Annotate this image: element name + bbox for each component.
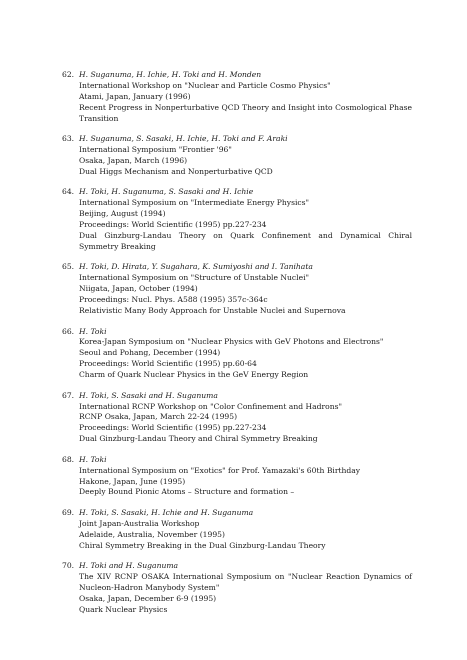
entry-number: 62. xyxy=(62,70,75,79)
entry-authors: H. Toki xyxy=(79,326,107,336)
entry-venue: International Symposium on "Structure of Unstable Nuclei" xyxy=(79,273,310,283)
entry-title: Quark Nuclear Physics xyxy=(79,604,168,614)
entry-authors: H. Toki xyxy=(79,454,107,464)
entry-title: Dual Ginzburg-Landau Theory on Quark Confinement and Dynamical Chiral Symmetry Breaking xyxy=(79,230,412,251)
entry-number: 63. xyxy=(62,134,75,144)
entry-venue: International Symposium on "Exotics" for Prof. Yamazaki's 60th Birthday xyxy=(79,465,361,475)
list-item xyxy=(62,561,412,616)
list-item xyxy=(62,455,412,499)
entry-number: 64. xyxy=(62,187,75,197)
entry-title: Dual Ginzburg-Landau Theory and Chiral Symmetry Breaking xyxy=(79,434,318,444)
entry-authors: H. Toki, H. Suganuma, S. Sasaki and H. Ichie xyxy=(79,187,254,197)
entry-title: Relativistic Many Body Approach for Unstable Nuclei and Supernova xyxy=(79,306,346,315)
entry-place-date: Osaka, Japan, December 6-9 (1995) xyxy=(79,593,217,603)
entry-place-date: Niigata, Japan, October (1994) xyxy=(79,284,198,294)
entry-proceedings: Proceedings: World Scientific (1995) pp.227-234 xyxy=(79,423,267,433)
entry-number: 65. xyxy=(62,262,75,272)
entry-venue: The XIV RCNP OSAKA International Symposium on "Nuclear Reaction Dynamics of Nucleon-Hadron Manybody System" xyxy=(79,572,412,592)
entry-title: Chiral Symmetry Breaking in the Dual Ginzburg-Landau Theory xyxy=(79,540,326,550)
entry-place-date: Beijing, August (1994) xyxy=(79,209,166,219)
entry-venue: Korea-Japan Symposium on "Nuclear Physics with GeV Photons and Electrons" xyxy=(79,337,384,347)
entry-title: Dual Higgs Mechanism and Nonperturbative QCD xyxy=(79,166,273,176)
entry-venue: Joint Japan-Australia Workshop xyxy=(79,518,200,528)
entry-authors: H. Toki, S. Sasaki, H. Ichie and H. Suganuma xyxy=(79,507,254,517)
entry-title: Charm of Quark Nuclear Physics in the GeV Energy Region xyxy=(79,370,309,380)
entry-title: Recent Progress in Nonperturbative QCD Theory and Insight into Cosmological Phase Transition xyxy=(79,102,412,123)
list-item xyxy=(62,70,412,125)
entry-title: Deeply Bound Pionic Atoms – Structure and formation – xyxy=(79,487,295,497)
list-item xyxy=(62,262,412,317)
list-item xyxy=(62,327,412,382)
list-item xyxy=(62,508,412,552)
entry-place-date: Osaka, Japan, March (1996) xyxy=(79,155,188,165)
entry-authors: H. Suganuma, S. Sasaki, H. Ichie, H. Toki and F. Araki xyxy=(79,134,288,144)
entry-number: 70. xyxy=(62,561,75,571)
entry-venue: International Workshop on "Nuclear and Particle Cosmo Physics" xyxy=(79,80,331,90)
entry-authors: H. Toki, D. Hirata, Y. Sugahara, K. Sumiyoshi and I. Tanihata xyxy=(79,262,313,272)
list-item xyxy=(62,187,412,252)
entry-venue: International Symposium on "Intermediate Energy Physics" xyxy=(79,198,310,208)
entry-proceedings: Proceedings: Nucl. Phys. A588 (1995) 357c-364c xyxy=(79,295,268,305)
entry-venue: International RCNP Workshop on "Color Confinement and Hadrons" xyxy=(79,401,342,411)
entry-proceedings: Proceedings: World Scientific (1995) pp.60-64 xyxy=(79,359,257,369)
list-item xyxy=(62,391,412,446)
entry-number: 67. xyxy=(62,390,75,400)
list-item xyxy=(62,134,412,178)
entry-place-date: Atami, Japan, January (1996) xyxy=(79,91,191,101)
entry-authors: H. Toki and H. Suganuma xyxy=(79,561,179,571)
entry-place-date: RCNP Osaka, Japan, March 22-24 (1995) xyxy=(79,412,238,422)
entry-place-date: Seoul and Pohang, December (1994) xyxy=(79,348,221,358)
entry-venue: International Symposium "Frontier '96" xyxy=(79,145,232,155)
entry-number: 68. xyxy=(62,454,75,464)
entry-place-date: Hakone, Japan, June (1995) xyxy=(79,476,186,486)
entry-proceedings: Proceedings: World Scientific (1995) pp.227-234 xyxy=(79,220,267,230)
entry-authors: H. Suganuma, H. Ichie, H. Toki and H. Monden xyxy=(79,70,262,79)
entry-number: 66. xyxy=(62,326,75,336)
publication-list xyxy=(62,70,412,625)
entry-number: 69. xyxy=(62,507,75,517)
entry-place-date: Adelaide, Australia, November (1995) xyxy=(79,529,225,539)
entry-authors: H. Toki, S. Sasaki and H. Suganuma xyxy=(79,390,218,400)
